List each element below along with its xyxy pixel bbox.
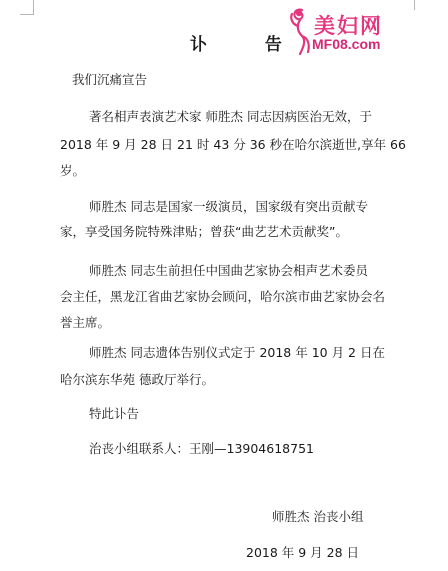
opening-line: 我们沉痛宣告 [72, 72, 148, 87]
paragraph-line: 岁。 [60, 163, 86, 178]
watermark-name: 美妇网 [314, 14, 383, 38]
closing-line: 特此讣告 [89, 406, 140, 421]
paragraph-line: 家，享受国务院特殊津贴；曾获“曲艺艺术贡献奖”。 [60, 224, 348, 239]
paragraph-line: 师胜杰 同志生前担任中国曲艺家协会相声艺术委员 [89, 263, 368, 278]
watermark-logo [282, 2, 432, 62]
paragraph-line: 师胜杰 同志遗体告别仪式定于 2018 年 10 月 2 日在 [89, 345, 385, 360]
paragraph-line: 师胜杰 同志是国家一级演员，国家级有突出贡献专 [89, 199, 368, 214]
paragraph-line: 2018 年 9 月 28 日 21 时 43 分 36 秒在哈尔滨逝世,享年 66 [60, 137, 406, 152]
document-title: 讣 告 [190, 35, 308, 55]
watermark-domain: MF08.com [312, 36, 381, 52]
document-date: 2018 年 9 月 28 日 [246, 545, 360, 560]
paragraph-line: 哈尔滨东华苑 德政厅举行。 [60, 372, 214, 387]
paragraph-line: 誉主席。 [60, 315, 111, 330]
paragraph-line: 会主任，黑龙江省曲艺家协会顾问，哈尔滨市曲艺家协会名 [60, 289, 386, 304]
contact-line: 治丧小组联系人：王刚—13904618751 [89, 441, 314, 456]
crop-mark [20, 14, 34, 15]
crop-mark [33, 0, 34, 14]
paragraph-line: 著名相声表演艺术家 师胜杰 同志因病医治无效，于 [89, 109, 372, 124]
signature: 师胜杰 治丧小组 [272, 509, 364, 524]
